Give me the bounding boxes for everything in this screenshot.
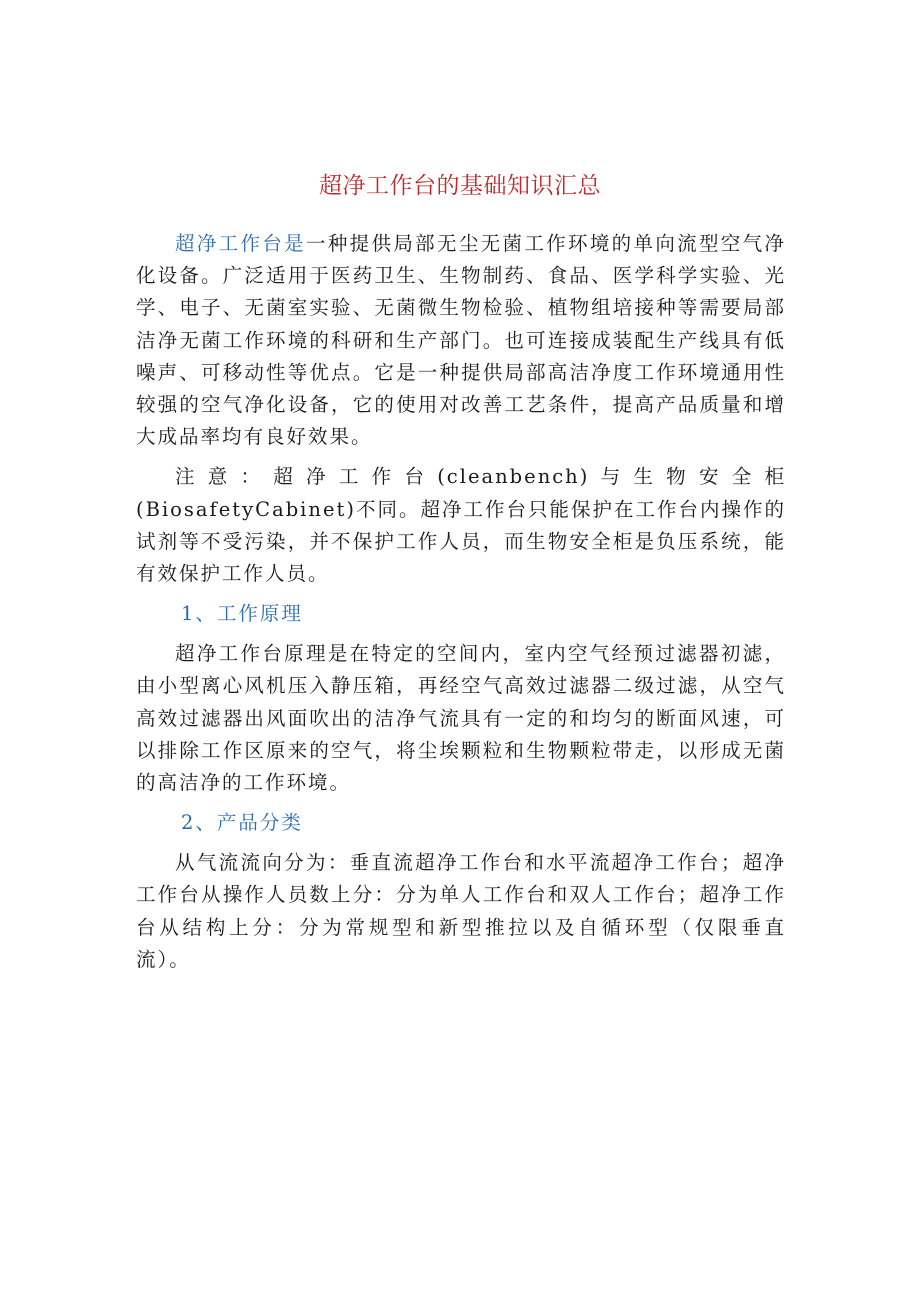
document-content: [136, 228, 786, 976]
section-heading-classification: 2、产品分类: [181, 811, 303, 835]
note-paragraph: 注意：超净工作台(cleanbench)与生物安全柜(BiosafetyCabinet)不同。超净工作台只能保护在工作台内操作的试剂等不受污染，并不保护工作人员，而生物安全柜是负压系统，能有效保护工作人员。: [136, 465, 786, 586]
spacer: [136, 799, 786, 807]
section-body-principle: 超净工作台原理是在特定的空间内，室内空气经预过滤器初滤，由小型离心风机压入静压箱，再经空气高效过滤器二级过滤，从空气高效过滤器出风面吹出的洁净气流具有一定的和均匀的断面风速，可以排除工作区原来的空气，将尘埃颗粒和生物颗粒带走，以形成无菌的高洁净的工作环境。: [136, 642, 786, 795]
intro-text: 一种提供局部无尘无菌工作环境的单向流型空气净化设备。广泛适用于医药卫生、生物制药、食品、医学科学实验、光学、电子、无菌室实验、无菌微生物检验、植物组培接种等需要局部洁净无菌工作环境的科研和生产部门。也可连接成装配生产线具有低噪声、可移动性等优点。它是一种提供局部高洁净度工作环境通用性较强的空气净化设备，它的使用对改善工艺条件，提高产品质量和增大成品率均有良好效果。: [136, 232, 786, 449]
section-body-classification: 从气流流向分为：垂直流超净工作台和水平流超净工作台；超净工作台从操作人员数上分：分为单人工作台和双人工作台；超净工作台从结构上分：分为常规型和新型推拉以及自循环型（仅限垂直流）。: [136, 851, 786, 971]
document-title: 超净工作台的基础知识汇总: [319, 173, 601, 199]
intro-link[interactable]: 超净工作台是: [175, 232, 306, 255]
spacer: [136, 453, 786, 461]
spacer: [136, 630, 786, 638]
spacer: [136, 839, 786, 847]
intro-paragraph: [136, 228, 786, 453]
section-heading-principle: 1、工作原理: [181, 602, 303, 626]
spacer: [136, 590, 786, 598]
